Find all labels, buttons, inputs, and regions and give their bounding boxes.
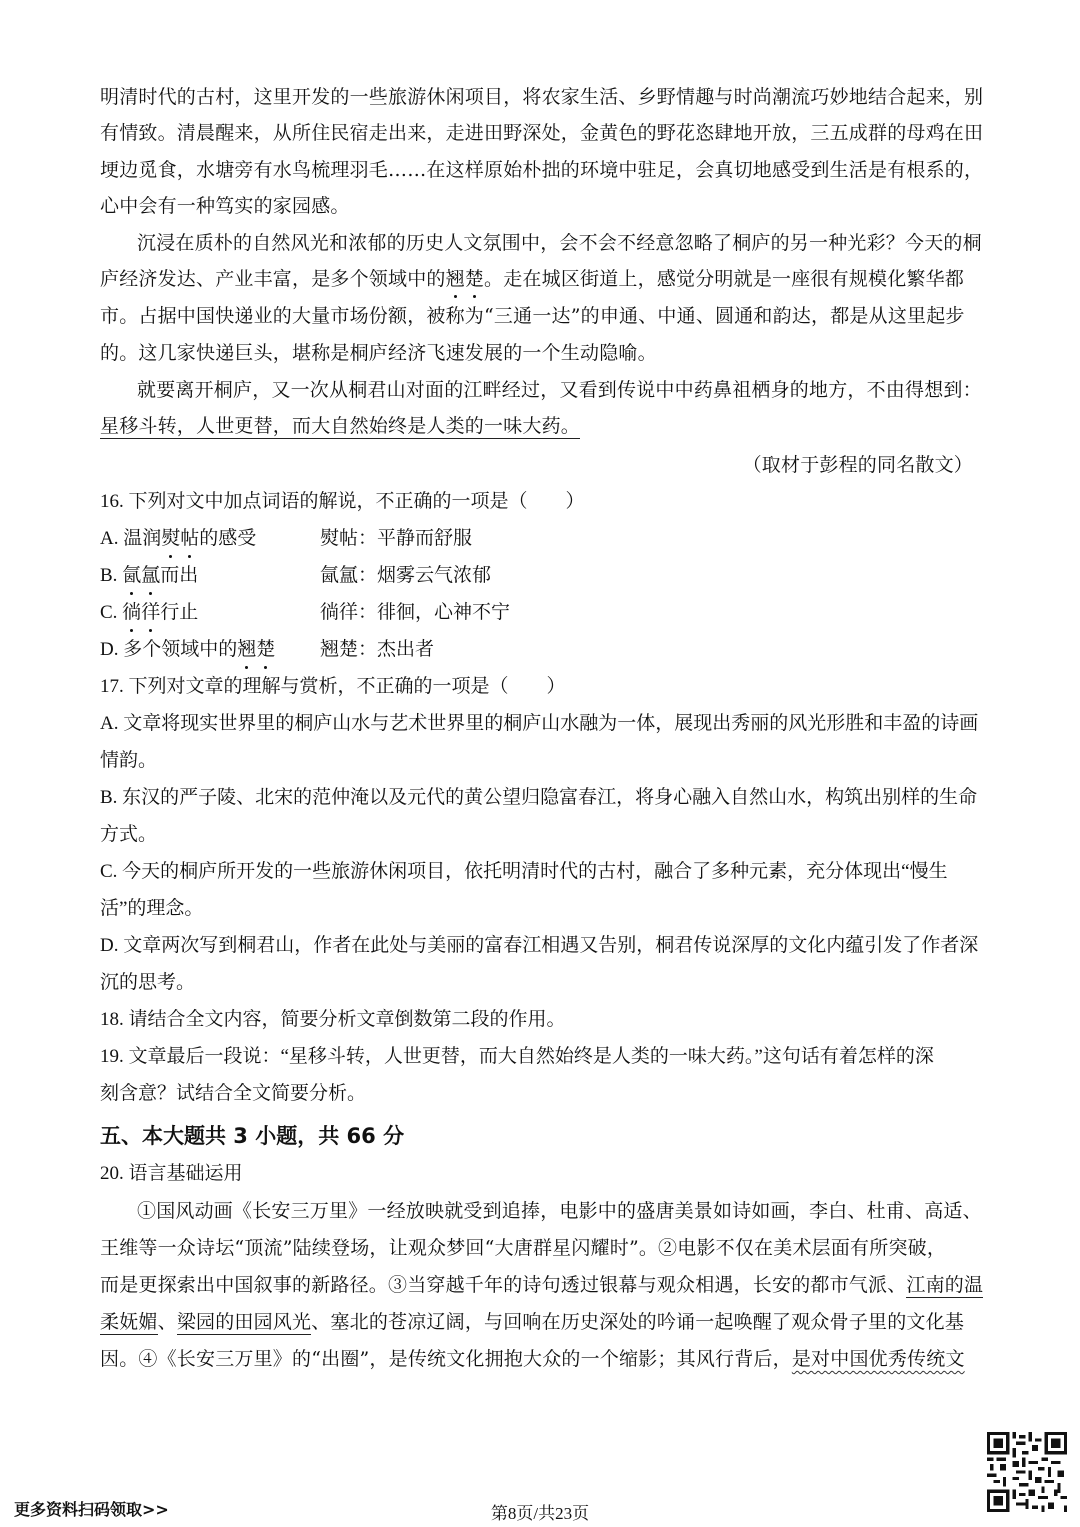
question-20-title: 20. 语言基础运用 (100, 1163, 243, 1184)
question-18: 18. 请结合全文内容，简要分析文章倒数第二段的作用。 (100, 1009, 566, 1030)
dotted-char: 熨 (161, 525, 180, 553)
essay-line: 埂边觅食，水塘旁有水鸟梳理羽毛……在这样原始朴拙的环境中驻足，会真切地感受到生活是有根系的， (100, 159, 984, 181)
q17-option-b-cont: 方式。 (100, 824, 158, 845)
q16-option-a (100, 525, 472, 553)
essay-source: （取材于彭程的同名散文） (742, 454, 973, 476)
question-19-cont: 刻含意？试结合全文简要分析。 (100, 1083, 367, 1104)
dotted-char: 楚 (465, 265, 484, 293)
q17-option-c: C. 今天的桐庐所开发的一些旅游休闲项目，依托明清时代的古村，融合了多种元素，充分体现出“慢生 (100, 861, 948, 882)
dotted-char: 徜 (122, 599, 141, 627)
q16-option-b (100, 562, 491, 590)
essay-line: 沉浸在质朴的自然风光和浓郁的历史人文氛围中，会不会不经意忽略了桐庐的另一种光彩？今天的桐 (137, 232, 982, 254)
passage-line (100, 1271, 983, 1299)
dotted-char: 氲 (141, 562, 160, 590)
underlined-phrase: 江南的温 (906, 1274, 984, 1296)
passage-text: 而是更探索出中国叙事的新路径。③当穿越千年的诗句透过银幕与观众相遇，长安的都市气派、 (100, 1274, 907, 1296)
passage-line (100, 1308, 964, 1336)
dotted-char: 翘 (446, 265, 465, 293)
passage-text: 、塞北的苍凉辽阔，与回响在历史深处的吟诵一起唤醒了观众骨子里的文化基 (311, 1311, 965, 1333)
question-19: 19. 文章最后一段说：“星移斗转，人世更替，而大自然始终是人类的一味大药。”这句话有着怎样的深 (100, 1046, 934, 1067)
passage-text: 因。④《长安三万里》的“出圈”，是传统文化拥抱大众的一个缩影；其风行背后， (100, 1348, 792, 1370)
q16-option-c (100, 599, 510, 627)
passage-line: 王维等一众诗坛“顶流”陆续登场，让观众梦回“大唐群星闪耀时”。②电影不仅在美术层面有所突破， (100, 1237, 947, 1259)
essay-line: 就要离开桐庐，又一次从桐君山对面的江畔经过，又看到传说中中药鼻祖栖身的地方，不由得想到： (137, 379, 982, 401)
underlined-phrase: 梁园的田园风光 (176, 1311, 312, 1333)
dotted-char: 翘 (237, 636, 256, 664)
q16-option-d (100, 636, 434, 664)
passage-line (100, 1345, 965, 1373)
option-explanation: 徜徉：徘徊，心神不宁 (320, 602, 511, 623)
q17-option-d: D. 文章两次写到桐君山，作者在此处与美丽的富春江相遇又告别，桐君传说深厚的文化内蕴引发了作者深 (100, 935, 979, 956)
dotted-char: 徉 (141, 599, 160, 627)
wavy-underlined-phrase: 是对中国优秀传统文 (791, 1348, 965, 1370)
essay-line (100, 265, 964, 293)
q17-option-a-cont: 情韵。 (100, 750, 158, 771)
q17-option-d-cont: 沉的思考。 (100, 972, 196, 993)
passage-text: 、 (157, 1311, 177, 1333)
dotted-char: 氤 (122, 562, 141, 590)
q17-option-c-cont: 活”的理念。 (100, 898, 204, 919)
essay-line: 的。这几家快递巨头，堪称是桐庐经济飞速发展的一个生动隐喻。 (100, 342, 657, 364)
option-text: 的感受 (199, 528, 257, 549)
option-text: B. (100, 565, 123, 586)
qr-code-icon[interactable] (987, 1432, 1067, 1512)
section-heading: 五、本大题共 3 小题，共 66 分 (100, 1124, 405, 1148)
essay-line (100, 412, 580, 440)
option-explanation: 翘楚：杰出者 (320, 639, 435, 660)
q17-option-b: B. 东汉的严子陵、北宋的范仲淹以及元代的黄公望归隐富春江，将身心融入自然山水，构筑出别样的生命 (100, 787, 978, 808)
underlined-sentence: 星移斗转，人世更替，而大自然始终是人类的一味大药。 (100, 415, 581, 437)
page-number: 第8页/共23页 (490, 1504, 590, 1523)
essay-line: 心中会有一种笃实的家园感。 (100, 195, 350, 217)
q17-option-a: A. 文章将现实世界里的桐庐山水与艺术世界里的桐庐山水融为一体，展现出秀丽的风光形胜和丰盈的诗画 (100, 713, 979, 734)
passage-line: ①国风动画《长安三万里》一经放映就受到追捧，电影中的盛唐美景如诗如画，李白、杜甫、高适、 (137, 1200, 982, 1222)
option-text: 而出 (160, 565, 199, 586)
dotted-char: 楚 (256, 636, 275, 664)
question-17-stem: 17. 下列对文章的理解与赏析，不正确的一项是（ ） (100, 676, 566, 697)
option-explanation: 熨帖：平静而舒服 (320, 528, 473, 549)
essay-line: 市。占据中国快递业的大量市场份额，被称为“三通一达”的申通、中通、圆通和韵达，都是从这里起步 (100, 305, 965, 327)
option-text: D. 多个领域中的 (100, 639, 238, 660)
essay-text: 。走在城区街道上，感觉分明就是一座很有规模化繁华都 (484, 268, 965, 290)
option-explanation: 氤氲：烟雾云气浓郁 (320, 565, 492, 586)
underlined-phrase: 柔妩媚 (100, 1311, 158, 1333)
essay-line: 有情致。清晨醒来，从所住民宿走出来，走进田野深处，金黄色的野花恣肆地开放，三五成群的母鸡在田 (100, 122, 984, 144)
option-text: 行止 (160, 602, 199, 623)
option-text: C. (100, 602, 123, 623)
footer-promo-text: 更多资料扫码领取>> (14, 1500, 169, 1519)
essay-line: 明清时代的古村，这里开发的一些旅游休闲项目，将农家生活、乡野情趣与时尚潮流巧妙地结合起来，别 (100, 86, 984, 108)
dotted-char: 帖 (180, 525, 199, 553)
essay-text: 庐经济发达、产业丰富，是多个领域中的 (100, 268, 446, 290)
question-16-stem: 16. 下列对文中加点词语的解说，不正确的一项是（ ） (100, 491, 585, 512)
option-text: A. 温润 (100, 528, 162, 549)
